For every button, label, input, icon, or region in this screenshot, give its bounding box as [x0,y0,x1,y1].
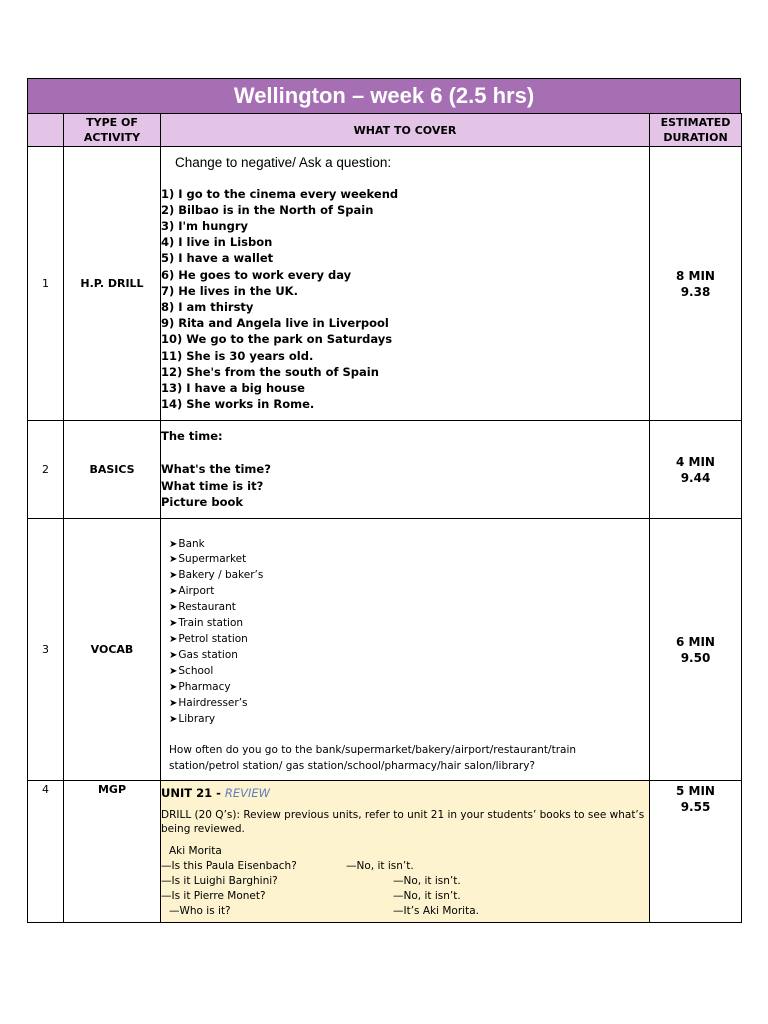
cover-cell [161,421,650,519]
dialogue-row: —Is this Paula Eisenbach? —No, it isn’t. [161,860,414,872]
arrow-bullet-icon: ➤ [169,602,178,614]
list-item: ➤ Hairdresser’s [169,696,649,712]
duration-cell [650,781,742,923]
arrow-bullet-icon: ➤ [169,586,178,598]
drill-line: 14) She works in Rome. [161,397,315,412]
dialogue-row: —Is it Pierre Monet? —No, it isn’t. [161,890,461,902]
arrow-bullet-icon: ➤ [169,570,178,582]
drill-line: 11) She is 30 years old. [161,348,314,363]
list-item: ➤ Bakery / baker’s [169,568,649,584]
list-item: ➤ Restaurant [169,600,649,616]
basics-line: The time: [161,429,223,444]
clock-time: 9.44 [680,470,711,485]
table-row [28,421,742,519]
row-number: 1 [28,147,64,421]
drill-line: 3) I'm hungry [161,218,249,233]
drill-line: 2) Bilbao is in the North of Spain [161,202,374,217]
basics-line: What time is it? [161,478,264,493]
activity-type: MGP [64,781,161,923]
arrow-bullet-icon: ➤ [169,681,178,693]
duration: 5 MIN [676,784,715,798]
table-row [28,519,742,781]
row-number: 2 [28,421,64,519]
activity-type: BASICS [64,421,161,519]
activity-type: VOCAB [64,519,161,781]
duration-cell [650,421,742,519]
row-number: 3 [28,519,64,781]
dialogue-name: Aki Morita [169,845,222,857]
list-item: ➤ Bank [169,537,649,553]
duration: 4 MIN [676,454,715,469]
duration: 6 MIN [676,634,715,649]
drill-line: 13) I have a big house [161,381,305,396]
review-label: REVIEW [224,786,271,800]
header-type: TYPE OF ACTIVITY [64,114,161,147]
drill-line: 8) I am thirsty [161,300,254,314]
header-number [28,114,64,147]
drill-line: 6) He goes to work every day [161,267,352,282]
list-item: ➤ Train station [169,616,649,632]
page-title: Wellington – week 6 (2.5 hrs) [27,78,741,114]
cover-cell [161,519,650,781]
basics-line: Picture book [161,495,244,510]
arrow-bullet-icon: ➤ [169,634,178,645]
vocab-question: How often do you go to the bank/supermarket/bakery/airport/restaurant/train station/petrol station/ gas station/school/pharmacy/hair salon/library? [169,744,577,772]
arrow-bullet-icon: ➤ [169,554,178,566]
arrow-bullet-icon: ➤ [169,713,178,725]
list-item: ➤ Pharmacy [169,680,649,696]
header-cover: WHAT TO COVER [161,114,650,147]
dialogue [161,844,649,919]
list-item: ➤ Library [169,712,649,728]
list-item: ➤ School [169,664,649,680]
unit-heading: UNIT 21 - REVIEW [161,786,271,800]
drill-description: DRILL (20 Q’s): Review previous units, refer to unit 21 in your students’ books to see what’s being reviewed. [161,809,645,835]
arrow-bullet-icon: ➤ [169,618,178,630]
basics-spacer [161,445,649,461]
arrow-bullet-icon: ➤ [169,649,178,661]
list-item: ➤ Petrol station [169,632,649,648]
list-item: ➤ Airport [169,584,649,600]
table-row [28,147,742,421]
drill-line: 10) We go to the park on Saturdays [161,332,393,347]
clock-time: 9.50 [680,650,711,665]
lesson-plan-table [27,113,742,923]
duration-cell [650,519,742,781]
drill-line: 5) I have a wallet [161,251,274,266]
table-row [28,781,742,923]
table-header-row [28,114,742,147]
dialogue-row: —Who is it? —It’s Aki Morita. [169,905,479,917]
drill-line: 4) I live in Lisbon [161,235,273,250]
duration: 8 MIN [676,268,715,283]
arrow-bullet-icon: ➤ [169,665,178,677]
drill-line: 12) She's from the south of Spain [161,364,379,379]
cover-cell [161,147,650,421]
clock-time: 9.38 [680,284,711,299]
row-number: 4 [28,781,64,923]
dialogue-row: —Is it Luighi Barghini? —No, it isn’t. [161,875,461,887]
arrow-bullet-icon: ➤ [169,538,178,550]
duration-cell [650,147,742,421]
activity-type: H.P. DRILL [64,147,161,421]
cover-cell [161,781,650,923]
drill-instruction: Change to negative/ Ask a question: [175,154,392,170]
arrow-bullet-icon: ➤ [169,697,178,709]
vocab-list [169,537,649,728]
list-item: ➤ Supermarket [169,552,649,568]
basics-line: What's the time? [161,462,271,477]
drill-line: 1) I go to the cinema every weekend [161,186,399,201]
header-duration: ESTIMATED DURATION [650,114,742,147]
drill-line: 7) He lives in the UK. [161,283,298,298]
clock-time: 9.55 [680,800,711,814]
list-item: ➤ Gas station [169,648,649,664]
drill-line: 9) Rita and Angela live in Liverpool [161,316,389,331]
